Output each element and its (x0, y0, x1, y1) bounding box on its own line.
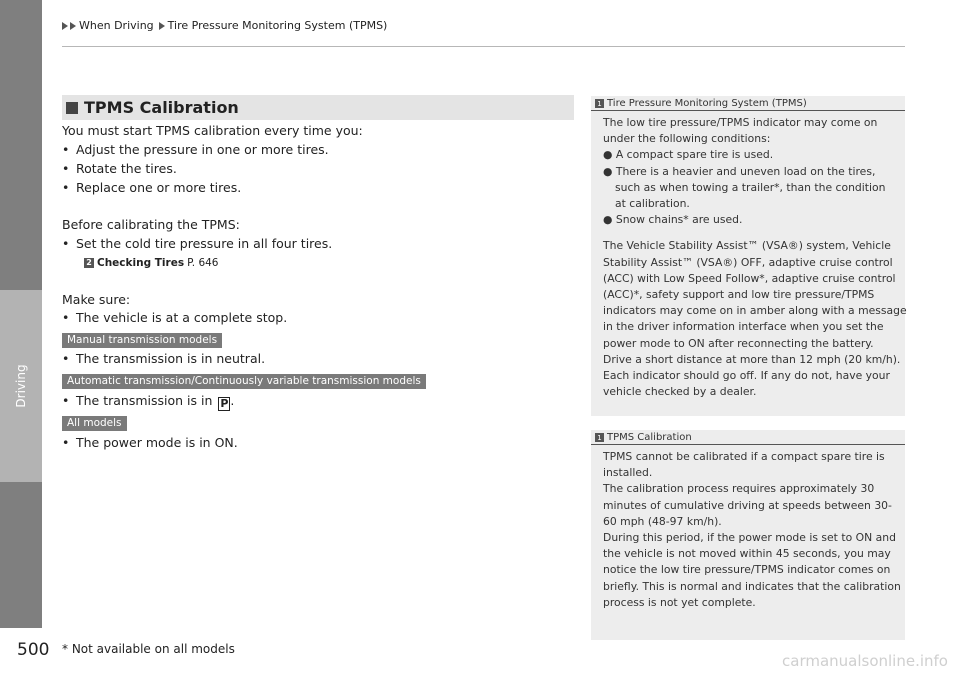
section-heading (62, 95, 574, 120)
gear-position-p-icon: P (220, 397, 229, 410)
breadcrumb-arrow-icon (159, 22, 165, 30)
list-item: • The transmission is in P . (62, 393, 235, 410)
side-note-calibration (591, 430, 905, 640)
bullet-icon: • (62, 236, 70, 251)
section-title: TPMS Calibration (84, 98, 239, 117)
page-number: 500 (17, 640, 50, 660)
bullet-icon: • (62, 393, 70, 408)
chapter-side-tab-label: Driving (14, 364, 28, 408)
make-sure-text: Make sure: (62, 292, 131, 307)
list-item: • Rotate the tires. (62, 160, 177, 179)
side-note-title: 1 Tire Pressure Monitoring System (TPMS) (591, 96, 905, 111)
breadcrumb-arrow-icon (62, 22, 68, 30)
list-item: • Adjust the pressure in one or more tires. (62, 141, 329, 160)
bullet-icon: • (62, 180, 70, 195)
header-divider (62, 46, 905, 47)
side-note-body: The low tire pressure/TPMS indicator may come on under the following conditions: ● A compact spare tire is used. ● There is a heavier and uneven load on the tires, such as when towing a trailer*, than the condition at calibration. ● Snow chains* are used. The Vehicle Stability Assist™ (VSA®) system, Vehicle Stability Assist™ (VSA®) OFF, adaptive cruise control (ACC) with Low Speed Follow*, adaptive cruise control (ACC)*, safety support and low tire pressure/TPMS indicators may come on in amber along with a message in the driver information interface when you set the power mode to ON after reconnecting the battery. Drive a short distance at more than 12 mph (20 km/h). Each indicator should go off. If any do not, have your vehicle checked by a dealer. (603, 116, 907, 399)
watermark: carmanualsonline.info (782, 652, 948, 670)
breadcrumb (62, 19, 387, 32)
heading-square-icon (66, 102, 78, 114)
bullet-icon: • (62, 161, 70, 176)
bullet-icon: • (62, 435, 70, 450)
list-item: • Replace one or more tires. (62, 179, 241, 198)
note-marker-icon: 1 (595, 433, 604, 442)
list-item: • The transmission is in neutral. (62, 350, 265, 369)
bullet-icon: • (62, 351, 70, 366)
breadcrumb-item-tpms[interactable]: Tire Pressure Monitoring System (TPMS) (167, 19, 388, 32)
list-item: • The vehicle is at a complete stop. (62, 309, 287, 328)
list-item: • Set the cold tire pressure in all four tires. (62, 235, 332, 254)
reference-arrow-icon: 2 (84, 258, 94, 268)
intro-text: You must start TPMS calibration every time you: (62, 123, 363, 138)
breadcrumb-item-when-driving[interactable]: When Driving (79, 19, 154, 32)
bullet-icon: • (62, 310, 70, 325)
side-note-body: TPMS cannot be calibrated if a compact spare tire is installed. The calibration process requires approximately 30 minutes of cumulative driving at speeds between 30- 60 mph (48-97 km/h). During this period, if the power mode is set to ON and the vehicle is not moved within 45 seconds, you may notice the low tire pressure/TPMS indicator comes on briefly. This is normal and indicates that the calibration process is not yet complete. (603, 450, 901, 609)
model-badge-automatic: Automatic transmission/Continuously variable transmission models (62, 374, 426, 389)
cross-reference-link[interactable]: 2 Checking Tires P. 646 (84, 254, 219, 273)
model-badge-manual: Manual transmission models (62, 333, 222, 348)
footnote: * Not available on all models (62, 642, 235, 656)
note-marker-icon: 1 (595, 99, 604, 108)
side-note-tpms (591, 96, 905, 416)
breadcrumb-arrow-icon (70, 22, 76, 30)
before-text: Before calibrating the TPMS: (62, 217, 240, 232)
bullet-icon: • (62, 142, 70, 157)
model-badge-all: All models (62, 416, 127, 431)
side-note-title: 1 TPMS Calibration (591, 430, 905, 445)
list-item: • The power mode is in ON. (62, 434, 238, 453)
